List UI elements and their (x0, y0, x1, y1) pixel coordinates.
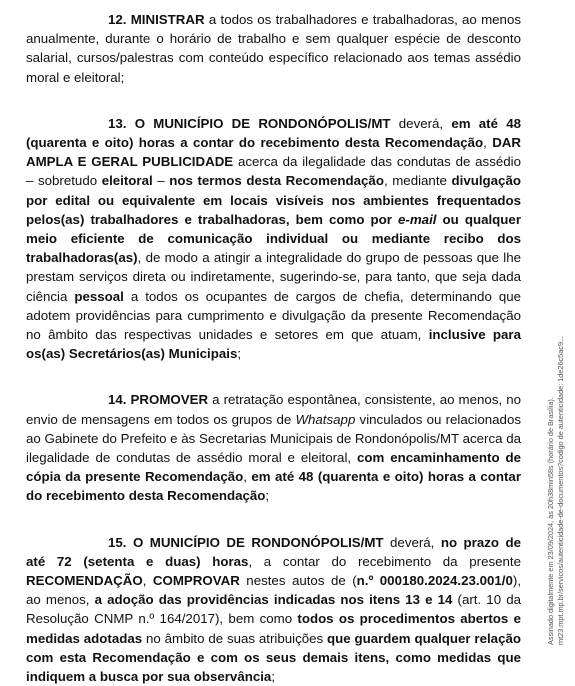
text-run: nos termos desta Recomendação (169, 173, 384, 189)
text-run: deverá, (390, 115, 452, 131)
text-run: ; (271, 669, 276, 685)
paragraph-item-14 (26, 390, 521, 505)
document-body (26, 10, 521, 686)
text-run: a todos os ocupantes de cargos de chefia, determinando que adotem providências para cumprimento e divulgação da presente Recomendação no âmbito das respectivas unidades e setores em que atuam, (26, 288, 521, 343)
text-run: a retratação espontânea, consistente, ao menos, no envio de mensagens em todos os grupos de (26, 392, 521, 427)
text-run: acerca da ilegalidade das condutas de assédio – sobretudo (26, 154, 521, 189)
text-run: a todos os trabalhadores e trabalhadoras, ao menos anualmente, durante o horário de trabalho e sem qualquer espécie de desconto salarial, cursos/palestras com conteúdo específico relacionado aos temas assédio moral e eleitoral; (26, 12, 521, 85)
text-run: , (142, 573, 153, 589)
text-run: pessoal (74, 288, 124, 304)
text-run: ; (237, 346, 242, 362)
signature-stamp-line-1: Assinado digitalmente em 23/09/2024, às 20h38min58s (horário de Brasília). (546, 397, 555, 645)
text-run: em até 48 (quarenta e oito) horas a contar do recebimento desta Recomendação (26, 469, 521, 504)
text-run: vinculados ou relacionados ao Gabinete do Prefeito e às Secretarias Municipais de Rondonópolis/MT acerca da ilegalidade de condutas de assédio moral e eleitoral, (26, 411, 521, 466)
text-run: DAR AMPLA E GERAL PUBLICIDADE (26, 135, 521, 170)
text-run: – (152, 173, 170, 189)
text-run: ), ao menos, (26, 573, 522, 608)
text-run: , (483, 135, 493, 151)
digital-signature-stamp (535, 5, 575, 650)
text-run: todos os procedimentos abertos e medidas adotadas (26, 611, 521, 646)
text-run: 12. MINISTRAR (108, 12, 205, 27)
text-run: , de modo a atingir a integralidade do grupo de pessoas que lhe prestam serviços direta ou indiretamente, sugerindo-se, para tanto, que seja dada ciência (26, 250, 521, 304)
signature-stamp-svg (535, 5, 575, 650)
text-run: e-mail (398, 211, 437, 227)
text-run: , a contar do recebimento da presente (248, 553, 521, 569)
text-run: com encaminhamento de cópia da presente Recomendação (26, 450, 521, 485)
text-run: n.º 000180.2024.23.001/0 (356, 573, 513, 589)
text-run: que guardem qualquer relação com esta Recomendação e com os seus demais itens, como medidas que indiquem a busca por sua observância (26, 630, 521, 685)
text-run: RECOMENDAÇÃO (26, 573, 143, 589)
text-run: 14. PROMOVER (108, 392, 209, 408)
text-run: a adoção das providências indicadas nos itens 13 e 14 (94, 592, 453, 608)
text-run: , (243, 469, 252, 485)
text-run: nestes autos de ( (239, 573, 357, 589)
text-run: eleitoral (101, 173, 153, 189)
text-run: ; (265, 488, 270, 504)
text-run: COMPROVAR (152, 573, 240, 589)
text-run: Whatsapp (295, 411, 356, 427)
text-run: no âmbito de suas atribuições (142, 630, 327, 646)
text-run: 13. O MUNICÍPIO DE RONDONÓPOLIS/MT (108, 115, 391, 131)
text-run: no prazo de até 72 (setenta e duas) horas (26, 534, 521, 569)
text-run: ou qualquer meio eficiente de comunicação individual ou mediante recibo dos trabalhadoras(as) (26, 211, 521, 266)
text-run: , mediante (383, 173, 452, 189)
text-run: inclusive para os(as) Secretários(as) Municipais (26, 327, 521, 362)
paragraph-item-15 (26, 533, 521, 686)
text-run: deverá, (383, 534, 441, 550)
paragraph-item-13 (26, 114, 521, 364)
text-run: 15. O MUNICÍPIO DE RONDONÓPOLIS/MT (108, 534, 384, 550)
signature-stamp-line-2: mt23.mpt.mp.br/servicos/autenticidade-de-documentos?codigo de autenticidade: 1de26c5ac9... (556, 335, 565, 645)
text-run: divulgação por edital ou equivalente em locais visíveis nos ambientes frequentados pelos(as) trabalhadores e trabalhadoras, bem como por (26, 173, 521, 227)
text-run: (art. 10 da Resolução CNMP n.º 164/2017), bem como (26, 592, 521, 627)
text-run: em até 48 (quarenta e oito) horas a contar do recebimento desta Recomendação (26, 115, 521, 151)
paragraph-item-12 (26, 10, 521, 87)
